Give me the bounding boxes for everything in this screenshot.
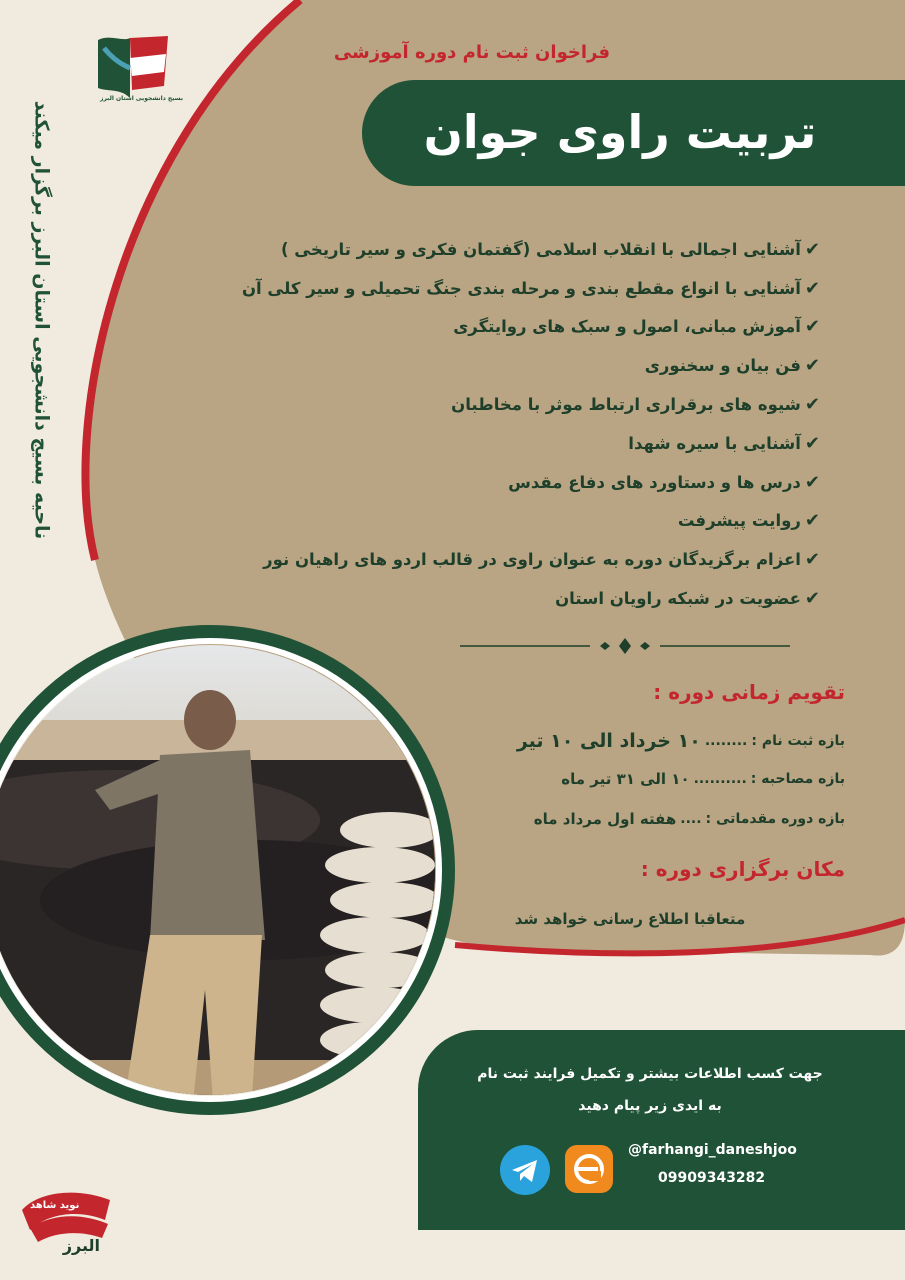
contact-handle[interactable]: @farhangi_daneshjoo: [628, 1142, 797, 1158]
topics-list: [200, 230, 820, 618]
topic-label: روایت پیشرفت: [677, 511, 801, 531]
topic-label: درس ها و دستاورد های دفاع مقدس: [508, 472, 801, 492]
corner-logo-text: نوید شاهد: [30, 1200, 80, 1211]
topic-label: آشنایی با سیره شهدا: [628, 433, 801, 453]
side-vertical-text: [20, 20, 62, 620]
check-icon: ✔: [804, 588, 820, 610]
schedule-row: [440, 810, 845, 828]
list-item: [200, 346, 820, 385]
contact-phone[interactable]: 09909343282: [658, 1170, 766, 1186]
schedule-dots: ........: [704, 733, 748, 749]
topic-label: شیوه های برقراری ارتباط موثر با مخاطبان: [451, 395, 801, 415]
check-icon: ✔: [804, 355, 820, 377]
telegram-icon[interactable]: [500, 1145, 550, 1195]
contact-line-1: جهت کسب اطلاعات بیشتر و تکمیل فرایند ثبت نام: [477, 1066, 823, 1082]
contact-line-2: به ایدی زیر پیام دهید: [578, 1098, 722, 1114]
check-icon: ✔: [804, 510, 820, 532]
schedule-label: بازه ثبت نام :: [751, 733, 845, 749]
list-item: [200, 502, 820, 541]
schedule-label: بازه مصاحبه :: [750, 771, 845, 787]
schedule-value: هفته اول مرداد ماه: [533, 810, 677, 828]
check-icon: ✔: [804, 471, 820, 493]
check-icon: ✔: [804, 277, 820, 299]
check-icon: ✔: [804, 549, 820, 571]
venue-title: مکان برگزاری دوره :: [640, 857, 845, 881]
corner-logo-subtext: البرز: [62, 1236, 100, 1255]
list-item: [200, 385, 820, 424]
eitaa-icon[interactable]: [565, 1145, 613, 1193]
check-icon: ✔: [804, 238, 820, 260]
list-item: [200, 579, 820, 618]
logo-text: بسیج دانشجویی استان البرز: [100, 95, 184, 102]
topic-label: اعزام برگزیدگان دوره به عنوان راوی در قالب اردو های راهیان نور: [263, 550, 801, 570]
topic-label: عضویت در شبکه راویان استان: [555, 589, 801, 609]
schedule-title: تقویم زمانی دوره :: [653, 680, 845, 704]
topic-label: آموزش مبانی، اصول و سبک های روایتگری: [453, 317, 801, 337]
topic-label: فن بیان و سخنوری: [644, 356, 801, 376]
navid-shahed-logo: [10, 1180, 120, 1270]
schedule-dots: ....: [680, 811, 702, 827]
schedule-value: ۱۰ خرداد الی ۱۰ تیر: [516, 730, 701, 752]
list-item: [200, 540, 820, 579]
venue-text: متعاقبا اطلاع رسانی خواهد شد: [514, 910, 746, 928]
call-subtitle: فراخوان ثبت نام دوره آموزشی: [333, 42, 610, 63]
schedule-value: ۱۰ الی ۳۱ تیر ماه: [561, 770, 690, 788]
schedule-label: بازه دوره مقدماتی :: [705, 811, 845, 827]
list-item: [200, 308, 820, 347]
list-item: [200, 230, 820, 269]
topic-label: آشنایی اجمالی با انقلاب اسلامی (گفتمان فکری و سیر تاریخی ): [280, 239, 801, 259]
ornament-divider: [460, 636, 790, 656]
page-title: تربیت راوی جوان: [423, 105, 817, 159]
check-icon: ✔: [804, 316, 820, 338]
list-item: [200, 424, 820, 463]
schedule-dots: ..........: [693, 771, 747, 787]
basij-daneshjooi-logo: [90, 28, 184, 104]
organizer-text: ناحیه بسیج دانشجویی استان البرز برگزار میکند: [30, 100, 53, 540]
list-item: [200, 269, 820, 308]
contact-box: [418, 1030, 905, 1230]
schedule-row: [440, 730, 845, 752]
schedule-row: [440, 770, 845, 788]
topic-label: آشنایی با انواع مقطع بندی و مرحله بندی جنگ تحمیلی و سیر کلی آن: [241, 278, 801, 298]
list-item: [200, 463, 820, 502]
check-icon: ✔: [804, 394, 820, 416]
check-icon: ✔: [804, 432, 820, 454]
